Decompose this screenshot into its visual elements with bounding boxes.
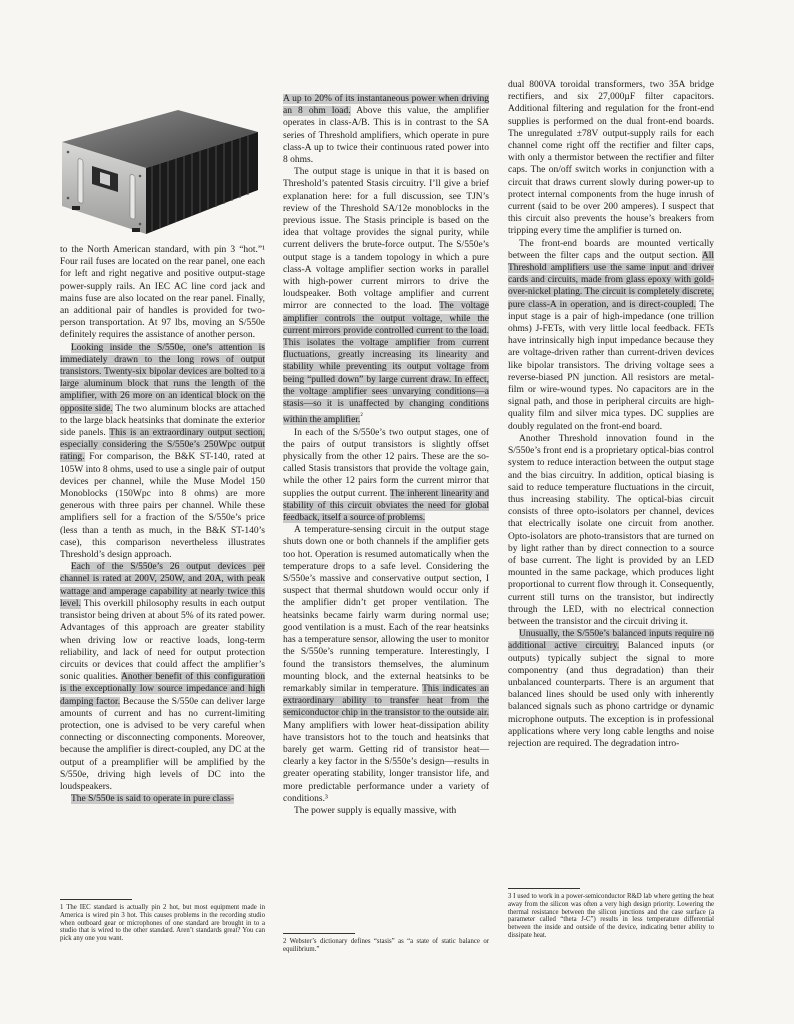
body-text: The two aluminum blocks are attached to the large black heatsinks that dominate the exterior side panels. [60,403,265,439]
body-text: For comparison, the B&K ST-140, rated at 105W into 8 ohms, used to use a single pair of output devices per channel, while the Muse Model 150 Monoblocks (150Wpc into 8 ohms) are more generous with three pairs per channel. While these amplifiers sell for a fraction of the S/550e’s price (less than a tenth as much, in the B&K ST-140’s case), this comparison nevertheless illustrates Threshold’s design approach. [60,452,265,561]
text-column-1 [60,244,265,805]
body-text: The front-end boards are mounted vertically between the filter caps and the output section. [508,238,714,261]
highlighted-text: Each of the S/550e’s 26 output devices per channel is rated at 200V, 250W, and 20A, with peak wattage and amperage capability at nearly twice this level. [60,562,265,609]
amplifier-photo [48,102,262,240]
body-text: This overkill philosophy results in each output transistor being driven at about 5% of its rated power. Advantages of this approach are greater stability when driving low or reactive loads, long-term reliability, and lack of need for output protection circuits or devices that could affect the amplifier’s sonic qualities. [60,598,265,683]
paragraph [283,166,489,426]
highlighted-text: This is an extraordinary output section, especially considering the S/550e’s 250Wpc output rating. [60,428,265,463]
footnote-divider [283,933,355,934]
highlighted-text: Looking inside the S/550e, one’s attention is immediately drawn to the long rows of output transistors. Twenty-six bipolar devices are bolted to a large aluminum block that runs the length of the amplifier, with 26 more on an identical block on the opposite side. [60,342,265,414]
footnote-divider [508,888,580,889]
body-text: The input stage is a pair of high-impedance (one trillion ohms) J-FETs, with very little local feedback. FETs have intrinsically high input impedance because they are voltage-driven rather than current-driven devices like bipolar transistors. The driving voltage sees a reverse-biased PN junction. All resistors are metal-film or wire-wound types. No capacitors are in the signal path, and those in peripheral circuits are high-quality film and silver mica types. DC supplies are doubly regulated on the front-end board. [508,299,714,432]
paragraph [508,238,714,433]
highlighted-text: Unusually, the S/550e’s balanced inputs require no additional active circuitry. [508,629,714,652]
body-text: A temperature-sensing circuit in the output stage shuts down one or both channels if the amplifier gets too hot. Operation is resumed automatically when the temperature drops to a safe level. Considering the S/550e’s massive and conservative output section, I suspect that thermal shutdown would occur only if the amplifier didn’t get proper ventilation. The heatsinks became fairly warm during normal use; good ventilation is a must. Each of the rear heatsinks has a temperature sensor, allowing the user to monitor the S/550e’s running temperature. Interestingly, I found the transistors themselves, the aluminum mounting block, and the external heatsinks to be remarkably similar in temperature. [283,525,489,694]
highlighted-text: The voltage amplifier controls the output voltage, while the current mirrors provide controlled current to the load. This isolates the voltage amplifier from current fluctuations, greatly increasing its linearity and stability while preventing its output voltage from being “pulled down” by large current draw. In effect, the voltage amplifier sees unvarying conditions—a stasis—so it is unaffected by changing conditions within the amplifier. [283,301,490,426]
body-text: In each of the S/550e’s two output stages, one of the pairs of output transistors is slightly offset physically from the other 12 pairs. These are the so-called Stasis transistors that provide the voltage gain, while the other 12 pairs form the current mirror that supplies the output current. [283,427,489,499]
paragraph [283,427,489,525]
highlighted-text: The inherent linearity and stability of this circuit obviates the need for global feedback, itself a source of problems. [283,488,489,524]
highlighted-text: All Threshold amplifiers use the same input and driver cards and circuits, made from glass epoxy with gold-over-nickel plating. The circuit is completely discrete, pure class-A in operation, and is direct-coupled. [508,250,714,310]
paragraph [60,561,265,793]
footnote-2: 2 Webster’s dictionary defines “stasis” as “a state of static balance or equilibrium.” [283,938,489,953]
body-text: The output stage is unique in that it is based on Threshold’s patented Stasis circuitry. I’ll give a brief explanation here: for a full discussion, see TJN’s review of the Threshold SA/12e monoblocks in the previous issue. The Stasis principle is based on the idea that voltage provides the signal purity, while current delivers the brute-force output. The S/550e’s output stage is a tandem topology in which a pure class-A voltage amplifier section works in parallel with high-power current mirrors to drive the loudspeaker. Both voltage amplifier and current mirror are connected to the load. [283,167,489,312]
highlighted-text: This indicates an extraordinary ability to transfer heat from the semiconductor chip in the transistor to the outside air. [283,683,489,719]
footnote-divider [60,899,132,900]
body-text: Balanced inputs (or outputs) typically subject the signal to more componentry (and thus degradation) than their unbalanced counterparts. There is an argument that balanced lines should be used only with inherently balanced signals such as phono cartridge or dynamic microphone outputs. The exception is in professional applications where very long cable lengths and noise rejection are required. The degradation intro- [508,641,714,749]
paragraph: The power supply is equally massive, with [294,805,457,816]
highlighted-text: Another benefit of this configuration is the exceptionally low source impedance and high damping factor. [60,672,265,707]
paragraph [283,93,489,166]
highlighted-text: The S/550e is said to operate in pure class- [71,794,235,805]
body-text: Because the S/550e can deliver large amounts of current and has no current-limiting protection, one is advised to be very careful when connecting or disconnecting components. Moreover, because the amplifier is direct-coupled, any DC at the output of a preamplifier will be amplified by the S/550e, driving high levels of DC into the loudspeakers. [60,696,265,792]
paragraph: dual 800VA toroidal transformers, two 35A bridge rectifiers, and six 27,000µF filter capacitors. Additional filtering and regulation for the front-end supplies is performed on the dual front-end boards. The unregulated ±78V output-supply rails for each channel come right off the rectifier and filter caps, with only a thermistor between the rectifier and filter caps. The on/off switch works in conjunction with a circuit that draws current slowly during power-up to protect internal components from the huge inrush of current (said to be over 200 amperes). I suspect that this circuit also prevents the house’s breakers from tripping every time the amplifier is turned on. [508,80,714,237]
body-text: Above this value, the amplifier operates in class-A/B. This is in contrast to the SA series of Threshold amplifiers, which operate in pure class-A up to twice their continuous rated power into 8 ohms. [283,106,489,166]
paragraph [283,524,489,805]
footnote-1: 1 The IEC standard is actually pin 2 hot, but most equipment made in America is wired pin 3 hot. This causes problems in the recording studio when outboard gear or microphones of one standard are brought in to a studio that is wired to the other standard. Aren’t standards great? You can pick any one you want. [60,904,265,943]
paragraph: to the North American standard, with pin 3 “hot.”¹ Four rail fuses are located on the rear panel, one each for left and right negative and positive output-stage power-supply rails. An IEC AC line cord jack and mains fuse are also located on the rear panel. Finally, an additional pair of handles is provided for two-person transportation. At 97 lbs, moving an S/550e definitely requires the assistance of another person. [60,245,265,341]
paragraph [508,628,714,750]
paragraph [60,793,265,805]
body-text: Many amplifiers with lower heat-dissipation ability have transistors hot to the touch and heatsinks that barely get warm. Getting rid of transistor heat—clearly a key factor in the S/550e’s design—results in greater operating stability, longer transistor life, and more predictable performance under a variety of conditions.³ [283,720,489,804]
text-column-3 [508,79,714,750]
footnote-marker: ² [360,411,363,421]
paragraph [60,342,265,562]
highlighted-text: A up to 20% of its instantaneous power when driving an 8 ohm load. [283,94,489,117]
footnote-3: 3 I used to work in a power-semiconductor R&D lab where getting the heat away from the silicon was often a very high design priority. Lowering the thermal resistance between the silicon junctions and the case surface (a parameter called “theta J-C”) results in less temperature differential between the inside and outside of the device, indicating better ability to dissipate heat. [508,893,714,939]
paragraph: Another Threshold innovation found in the S/550e’s front end is a proprietary optical-bias control system to reduce interaction between the output stage and the bias circuitry. In addition, optical biasing is said to reduce temperature fluctuations in the circuit, thus increasing stability. The optical-bias circuit consists of three opto-isolators per channel, devices that electrically isolate one circuit from another. Opto-isolators are photo-transistors that are turned on by light rather than by direct connection to a source of base current. The light is provided by an LED mounted in the same package, which produces light proportional to current flow through it. Consequently, current still turns on the transistor, but indirectly through the LED, with no electrical connection between the transistor and the circuit driving it. [508,433,714,627]
text-column-2 [283,93,489,817]
